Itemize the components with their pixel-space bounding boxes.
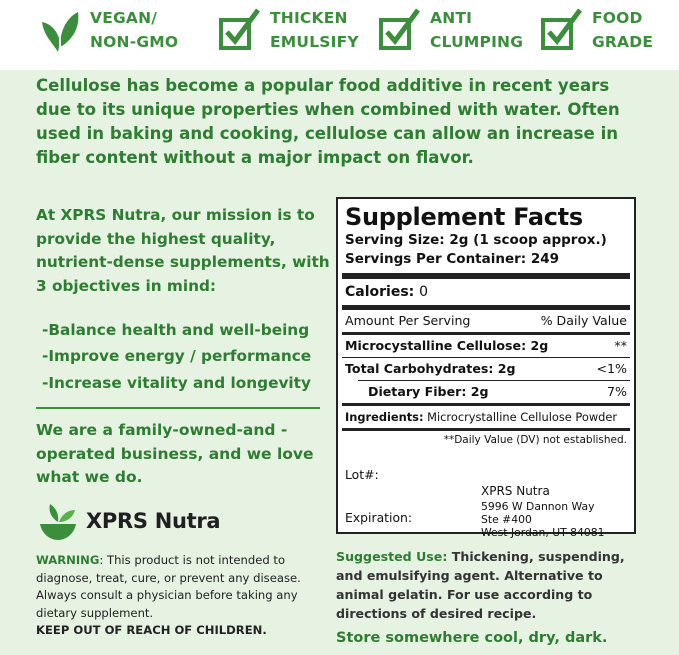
checkbox-icon xyxy=(540,6,584,56)
checkbox-icon xyxy=(218,6,262,56)
feature-line2: GRADE xyxy=(592,33,654,51)
feature-line2: CLUMPING xyxy=(430,33,524,51)
calories-value: 0 xyxy=(419,284,429,300)
nutrient-dv: ** xyxy=(614,338,627,353)
logo-text: XPRS Nutra xyxy=(86,509,221,533)
company-name: XPRS Nutra xyxy=(481,484,550,498)
calories-row xyxy=(338,279,634,305)
ingredients-row xyxy=(338,406,634,428)
lot-label: Lot#: xyxy=(345,467,379,482)
feature-thicken xyxy=(218,6,359,56)
dv-header: % Daily Value xyxy=(540,313,627,328)
suggested-use-text: Thickening, suspending, and emulsifying agent. Alternative to animal gelatin. For use according to directions of desired recipe. xyxy=(336,549,625,621)
calories-label: Calories: xyxy=(345,284,415,300)
feature-line1: VEGAN/ xyxy=(90,9,158,27)
brand-logo xyxy=(38,500,220,542)
company-address xyxy=(481,500,604,539)
feature-food-grade xyxy=(540,6,653,56)
amount-header: Amount Per Serving xyxy=(345,313,471,328)
suggested-use-label: Suggested Use: xyxy=(336,549,448,564)
nutrient-row xyxy=(338,358,634,380)
nutrient-name: Total Carbohydrates: 2g xyxy=(345,361,516,376)
feature-line1: THICKEN xyxy=(270,9,348,27)
objective-item: -Increase vitality and longevity xyxy=(42,374,311,392)
rule xyxy=(342,428,630,431)
warning-label: WARNING xyxy=(36,553,100,567)
feature-line1: ANTI xyxy=(430,9,473,27)
nutrient-name: Microcystalline Cellulose: 2g xyxy=(345,338,549,353)
supplement-facts-panel xyxy=(336,197,636,539)
nutrient-dv: <1% xyxy=(596,361,627,376)
objective-item: -Balance health and well-being xyxy=(42,321,310,339)
nutrient-row xyxy=(338,335,634,357)
feature-anti-clumping xyxy=(378,6,523,56)
feature-line1: FOOD xyxy=(592,9,643,27)
servings-per-container: Servings Per Container: 249 xyxy=(345,251,560,267)
ingredients-value: Microcrystalline Cellulose Powder xyxy=(427,410,618,424)
amount-header-row xyxy=(338,310,634,332)
storage-note: Store somewhere cool, dry, dark. xyxy=(336,630,608,646)
dv-note: **Daily Value (DV) not established. xyxy=(443,434,627,446)
objective-item: -Improve energy / performance xyxy=(42,347,312,365)
feature-line2: NON-GMO xyxy=(90,33,179,51)
address-line: Ste #400 xyxy=(481,513,532,526)
facts-title: Supplement Facts xyxy=(345,203,583,231)
family-statement: We are a family-owned-and -operated business, and we love what we do. xyxy=(36,421,314,486)
address-line: West Jordan, UT 84081 xyxy=(481,526,605,539)
serving-size: Serving Size: 2g (1 scoop approx.) xyxy=(345,232,607,248)
feature-bar xyxy=(0,0,679,70)
nutrient-name: Dietary Fiber: 2g xyxy=(368,384,489,399)
address-line: 5996 W Dannon Way xyxy=(481,500,595,513)
divider xyxy=(36,407,320,409)
suggested-use xyxy=(336,547,646,623)
leaf-icon xyxy=(38,6,82,56)
mission-statement: At XPRS Nutra, our mission is to provide the highest quality, nutrient-dense supplements, with 3 objectives in mind: xyxy=(36,206,330,295)
nutrient-row xyxy=(338,381,634,403)
nutrient-dv: 7% xyxy=(607,384,627,399)
bowl-leaf-icon xyxy=(38,500,78,542)
feature-line2: EMULSIFY xyxy=(270,33,359,51)
keep-out-notice: KEEP OUT OF REACH OF CHILDREN. xyxy=(36,623,267,637)
ingredients-label: Ingredients: xyxy=(345,410,424,424)
warning-text: : This product is not intended to diagnose, treat, cure, or prevent any disease. Always consult a physician before taking any dietary supplement. xyxy=(36,553,301,620)
intro-paragraph: Cellulose has become a popular food additive in recent years due to its unique properties when combined with water. Often used in baking and cooking, cellulose can allow an increase in fiber content without a major impact on flavor. xyxy=(36,76,620,167)
warning-block xyxy=(36,552,336,640)
checkbox-icon xyxy=(378,6,422,56)
expiration-label: Expiration: xyxy=(345,510,413,525)
feature-vegan xyxy=(38,6,178,56)
